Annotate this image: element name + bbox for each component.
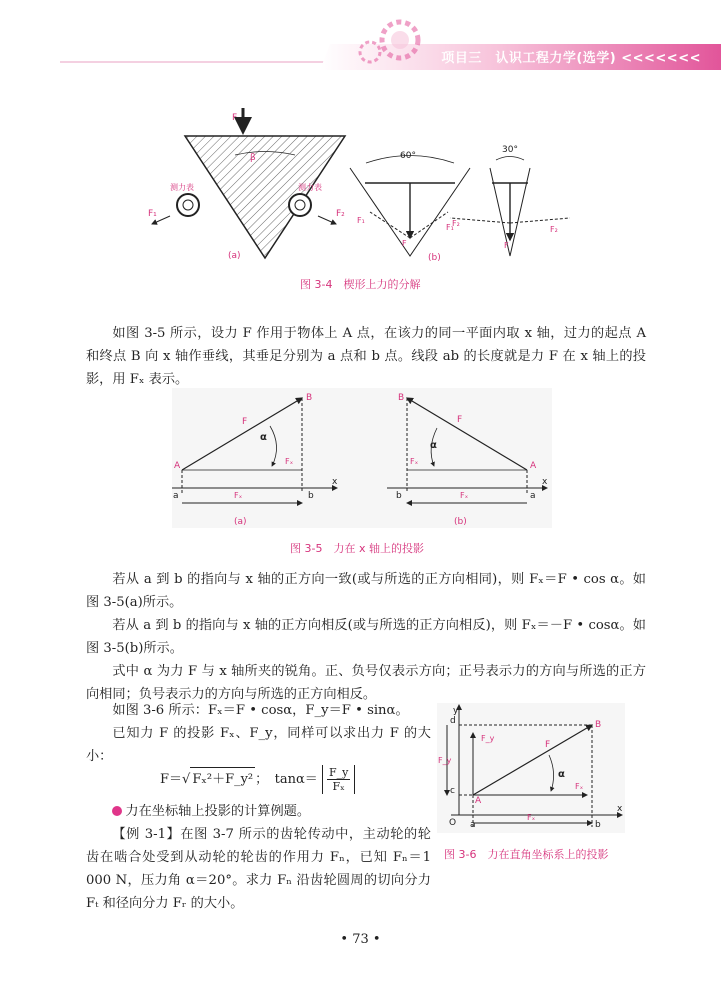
svg-text:B: B: [306, 393, 313, 403]
paragraph-6: 已知力 F 的投影 Fₓ、F_y，同样可以求出力 F 的大小：: [86, 726, 431, 764]
paragraph-4: 式中 α 为力 F 与 x 轴所夹的锐角。正、负号仅表示方向；正号表示力的方向与所选的正方向相同；负号表示力的方向与所选的正方向相反。: [86, 664, 646, 702]
svg-text:c: c: [450, 786, 455, 796]
svg-text:(a): (a): [234, 517, 247, 527]
svg-text:α: α: [260, 432, 267, 443]
paragraph-1: 如图 3-5 所示，设力 F 作用于物体上 A 点，在该力的同一平面内取 x 轴，过力的起点 A 和终点 B 向 x 轴作垂线，其垂足分别为 a 点和 b 点。线段 ab 的长度就是力 F 在 x 轴上的投影，用 Fₓ 表示。: [86, 326, 646, 387]
svg-text:b: b: [396, 491, 402, 501]
example-3-1: 【例 3-1】在图 3-7 所示的齿轮传动中，主动轮的轮齿在啮合处受到从动轮的轮齿的作用力 Fₙ，已知 Fₙ＝1 000 N，压力角 α＝20°。求力 Fₙ 沿齿轮圆周的切向分力 Fₜ 和径向分力 Fᵣ 的大小。: [86, 827, 431, 911]
svg-text:b: b: [595, 820, 601, 830]
svg-text:x: x: [332, 477, 338, 487]
svg-text:x: x: [617, 804, 623, 814]
svg-text:F: F: [232, 113, 238, 123]
svg-text:O: O: [449, 818, 457, 828]
svg-text:x: x: [542, 477, 548, 487]
svg-text:F₁: F₁: [148, 209, 157, 219]
svg-text:Fₓ: Fₓ: [410, 457, 419, 466]
svg-text:测力表: 测力表: [170, 183, 194, 192]
svg-text:F: F: [545, 740, 551, 750]
svg-text:a: a: [173, 491, 179, 501]
header-band: [0, 0, 721, 80]
svg-text:F₁: F₁: [357, 216, 365, 225]
svg-text:60°: 60°: [400, 151, 416, 161]
svg-text:(a): (a): [228, 251, 241, 261]
svg-text:Fₓ: Fₓ: [575, 782, 584, 791]
svg-text:Fₓ: Fₓ: [234, 491, 243, 500]
svg-text:Fₓ: Fₓ: [460, 491, 469, 500]
svg-text:F_y: F_y: [438, 756, 452, 765]
figure-3-6: [437, 703, 625, 833]
paragraph-2: 若从 a 到 b 的指向与 x 轴的正方向一致(或与所选的正方向相同)，则 Fₓ＝F • cos α。如图 3-5(a)所示。: [86, 572, 646, 610]
figure-3-4: [140, 108, 572, 268]
svg-text:b: b: [308, 491, 314, 501]
svg-text:α: α: [558, 769, 565, 780]
svg-text:(b): (b): [428, 253, 441, 263]
svg-text:A: A: [530, 461, 537, 471]
svg-text:A: A: [475, 796, 482, 806]
svg-text:30°: 30°: [502, 145, 518, 155]
svg-text:F: F: [242, 417, 248, 427]
svg-text:F₂: F₂: [336, 209, 345, 219]
bullet-item: 力在坐标轴上投影的计算例题。: [86, 800, 431, 823]
svg-text:测力表: 测力表: [298, 183, 322, 192]
svg-text:F_y: F_y: [481, 734, 495, 743]
svg-text:F: F: [402, 239, 407, 248]
svg-text:F: F: [504, 241, 509, 250]
page-header: [0, 0, 721, 80]
paragraph-3: 若从 a 到 b 的指向与 x 轴的正方向相反(或与所选的正方向相反)，则 Fₓ＝－F • cosα。如图 3-5(b)所示。: [86, 618, 646, 656]
svg-text:β: β: [250, 153, 256, 163]
svg-text:F₁: F₁: [446, 223, 454, 232]
svg-text:α: α: [430, 440, 437, 451]
paragraph-5: 如图 3-6 所示：Fₓ＝F • cosα，F_y＝F • sinα。: [112, 703, 409, 718]
svg-text:a: a: [530, 491, 536, 501]
svg-text:A: A: [174, 461, 181, 471]
page-number: • 73 •: [340, 932, 381, 947]
svg-text:F₂: F₂: [452, 219, 460, 228]
bullet-dot-icon: [112, 806, 122, 816]
svg-text:Fₓ: Fₓ: [285, 457, 294, 466]
chapter-title: 项目三 认识工程力学(选学) <<<<<<<: [441, 51, 701, 66]
svg-text:Fₓ: Fₓ: [527, 813, 536, 822]
svg-text:a: a: [470, 820, 476, 830]
svg-text:F: F: [457, 415, 463, 425]
figure-3-5: [172, 388, 552, 528]
svg-text:y: y: [453, 706, 459, 716]
svg-text:B: B: [595, 720, 602, 730]
figure-3-4-caption: 图 3-4 楔形上力的分解: [300, 278, 421, 291]
svg-text:B: B: [398, 393, 405, 403]
figure-3-5-caption: 图 3-5 力在 x 轴上的投影: [290, 542, 424, 555]
magnitude-formula: F＝√ Fₓ²＋F_y² ； tanα＝ $\frac{F\_y}{\text{Fₓ}}$: [160, 765, 355, 794]
svg-text:F₂: F₂: [550, 225, 558, 234]
svg-text:(b): (b): [454, 517, 467, 527]
figure-3-6-caption: 图 3-6 力在直角坐标系上的投影: [444, 848, 609, 861]
svg-text:d: d: [450, 716, 456, 726]
